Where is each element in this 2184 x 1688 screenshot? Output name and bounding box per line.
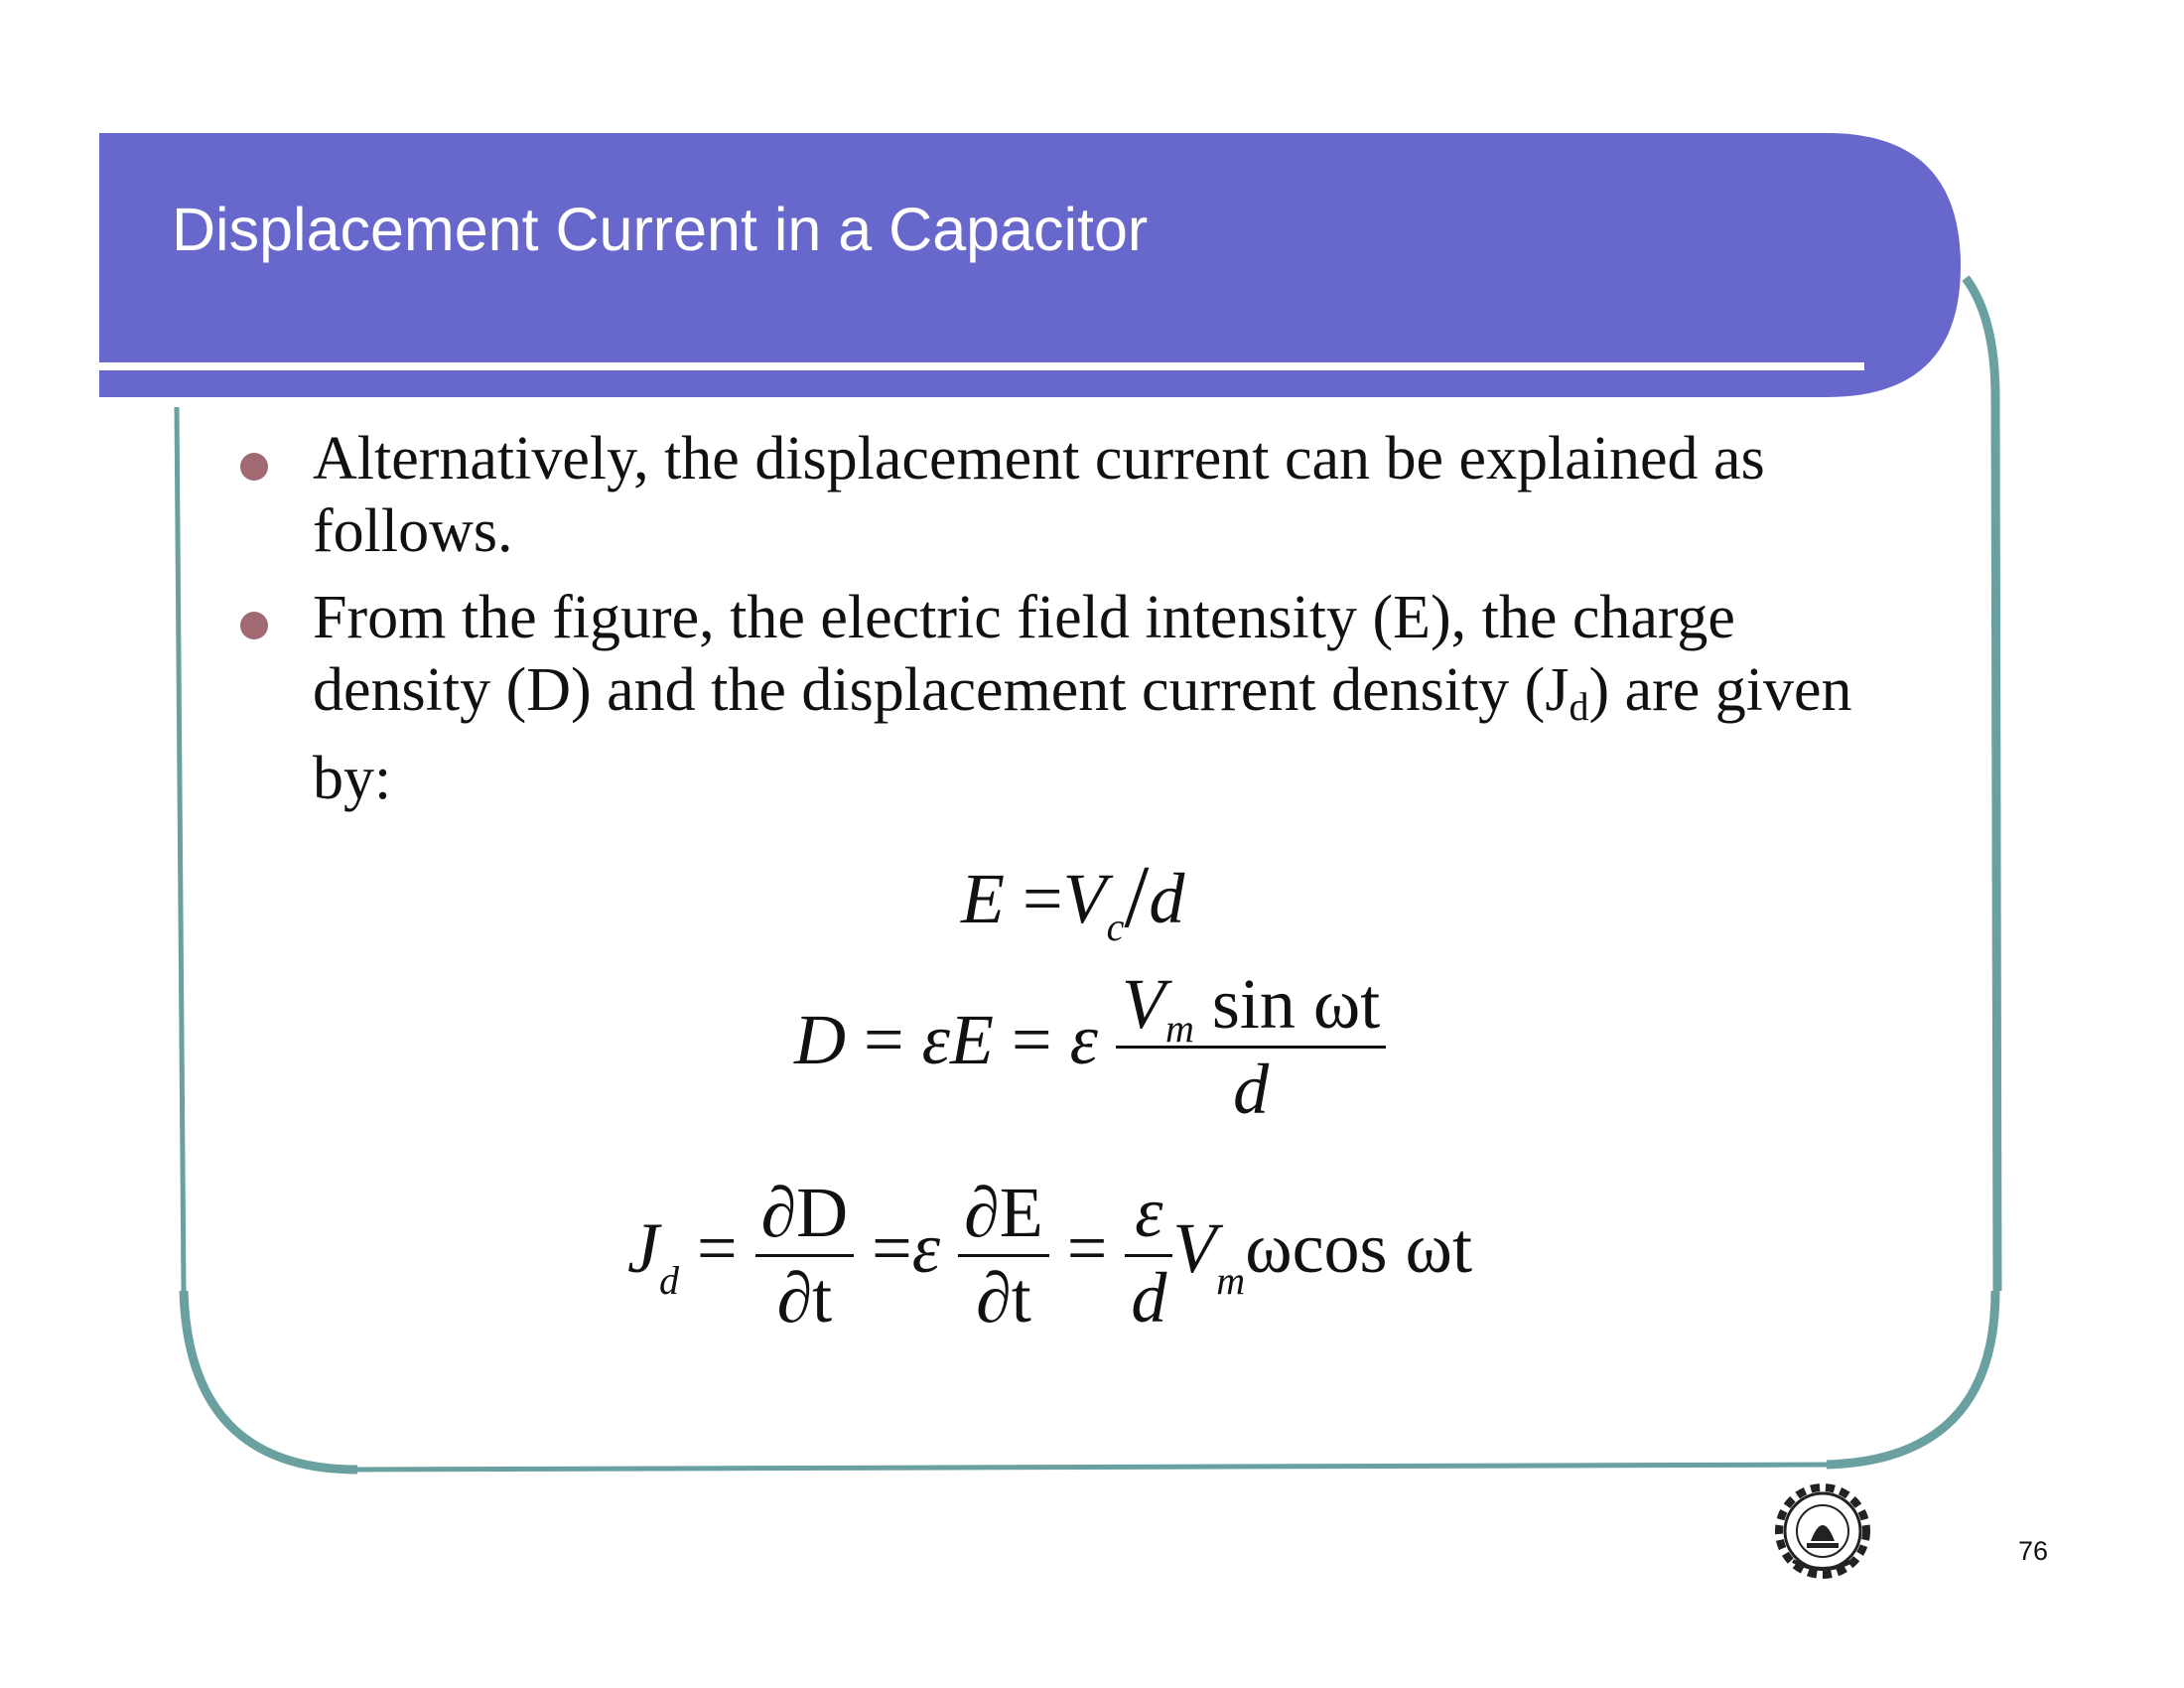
eq2-eps-e: εE	[921, 1000, 994, 1080]
eq3-equals-3: =	[1066, 1208, 1108, 1289]
eq2-numerator	[1116, 963, 1386, 1051]
eq2-equals-1: =	[864, 1000, 904, 1080]
bullet-text-after: ) are given by:	[313, 656, 1852, 812]
eq3-frac-1-den: ∂t	[755, 1254, 855, 1339]
equation-jd	[627, 1172, 1472, 1339]
eq3-equals-1: =	[696, 1208, 738, 1289]
eq2-num-sub-m: m	[1164, 1006, 1194, 1051]
frame-right-line	[1966, 278, 1997, 1291]
header-divider	[99, 362, 1864, 370]
eq2-num-v: V	[1121, 964, 1165, 1044]
eq1-slash: /	[1124, 848, 1150, 946]
equation-e	[961, 842, 1185, 949]
institute-seal-gear-icon	[1765, 1474, 1880, 1589]
eq3-frac-2-den: ∂t	[958, 1254, 1049, 1339]
eq3-sub-d: d	[658, 1258, 679, 1304]
eq3-frac-3	[1125, 1172, 1172, 1339]
bullet-dot-icon	[240, 453, 268, 481]
frame-bottom-left-corner	[184, 1291, 357, 1470]
eq1-v: V	[1062, 859, 1107, 938]
eq2-den-d: d	[1233, 1050, 1270, 1129]
page-number: 76	[2018, 1536, 2049, 1566]
eq2-equals-2: =	[1011, 1000, 1052, 1080]
eq3-frac-2-num: ∂E	[964, 1173, 1043, 1252]
bullet-text: Alternatively, the displacement current can be explained as follows.	[313, 425, 1765, 565]
eq1-lhs: E	[961, 859, 1005, 938]
frame-bottom-right-corner	[1827, 1291, 1995, 1465]
eq1-sub-c: c	[1106, 905, 1125, 949]
eq2-eps: ε	[1069, 1000, 1098, 1080]
eq3-frac-1	[755, 1172, 855, 1339]
eq2-lhs: D	[794, 1000, 846, 1080]
eq3-rest: ωcos ωt	[1245, 1208, 1472, 1289]
frame-bottom-line	[357, 1465, 1827, 1470]
eq3-equals-2: =	[872, 1208, 912, 1289]
bullet-item-1	[234, 423, 1922, 568]
eq1-equals: =	[1022, 859, 1063, 938]
eq3-frac-1-num: ∂D	[760, 1173, 849, 1252]
equation-d	[794, 963, 1386, 1131]
eq2-denominator	[1116, 1046, 1386, 1131]
bullet-dot-icon	[240, 612, 268, 639]
bullet-subscript: d	[1569, 684, 1589, 729]
eq3-j: J	[627, 1208, 659, 1289]
bullet-text-before: From the figure, the electric field intensity (E), the charge density (D) and the displacement current density (J	[313, 584, 1735, 724]
eq3-sub-m: m	[1216, 1258, 1246, 1304]
eq3-v: V	[1172, 1208, 1217, 1289]
eq3-frac-3-num: ε	[1135, 1173, 1163, 1252]
eq3-frac-2	[958, 1172, 1049, 1339]
bullet-list	[234, 423, 1922, 829]
eq3-eps: ε	[911, 1208, 941, 1289]
eq3-frac-3-den: d	[1125, 1254, 1172, 1339]
bullet-item-2	[234, 582, 1922, 815]
eq2-num-rest: sin ωt	[1211, 964, 1381, 1044]
eq2-fraction	[1116, 963, 1386, 1131]
slide-title: Displacement Current in a Capacitor	[172, 196, 1149, 263]
eq1-d: d	[1149, 859, 1185, 938]
frame-left-line	[177, 407, 184, 1291]
header-band	[99, 133, 1961, 397]
